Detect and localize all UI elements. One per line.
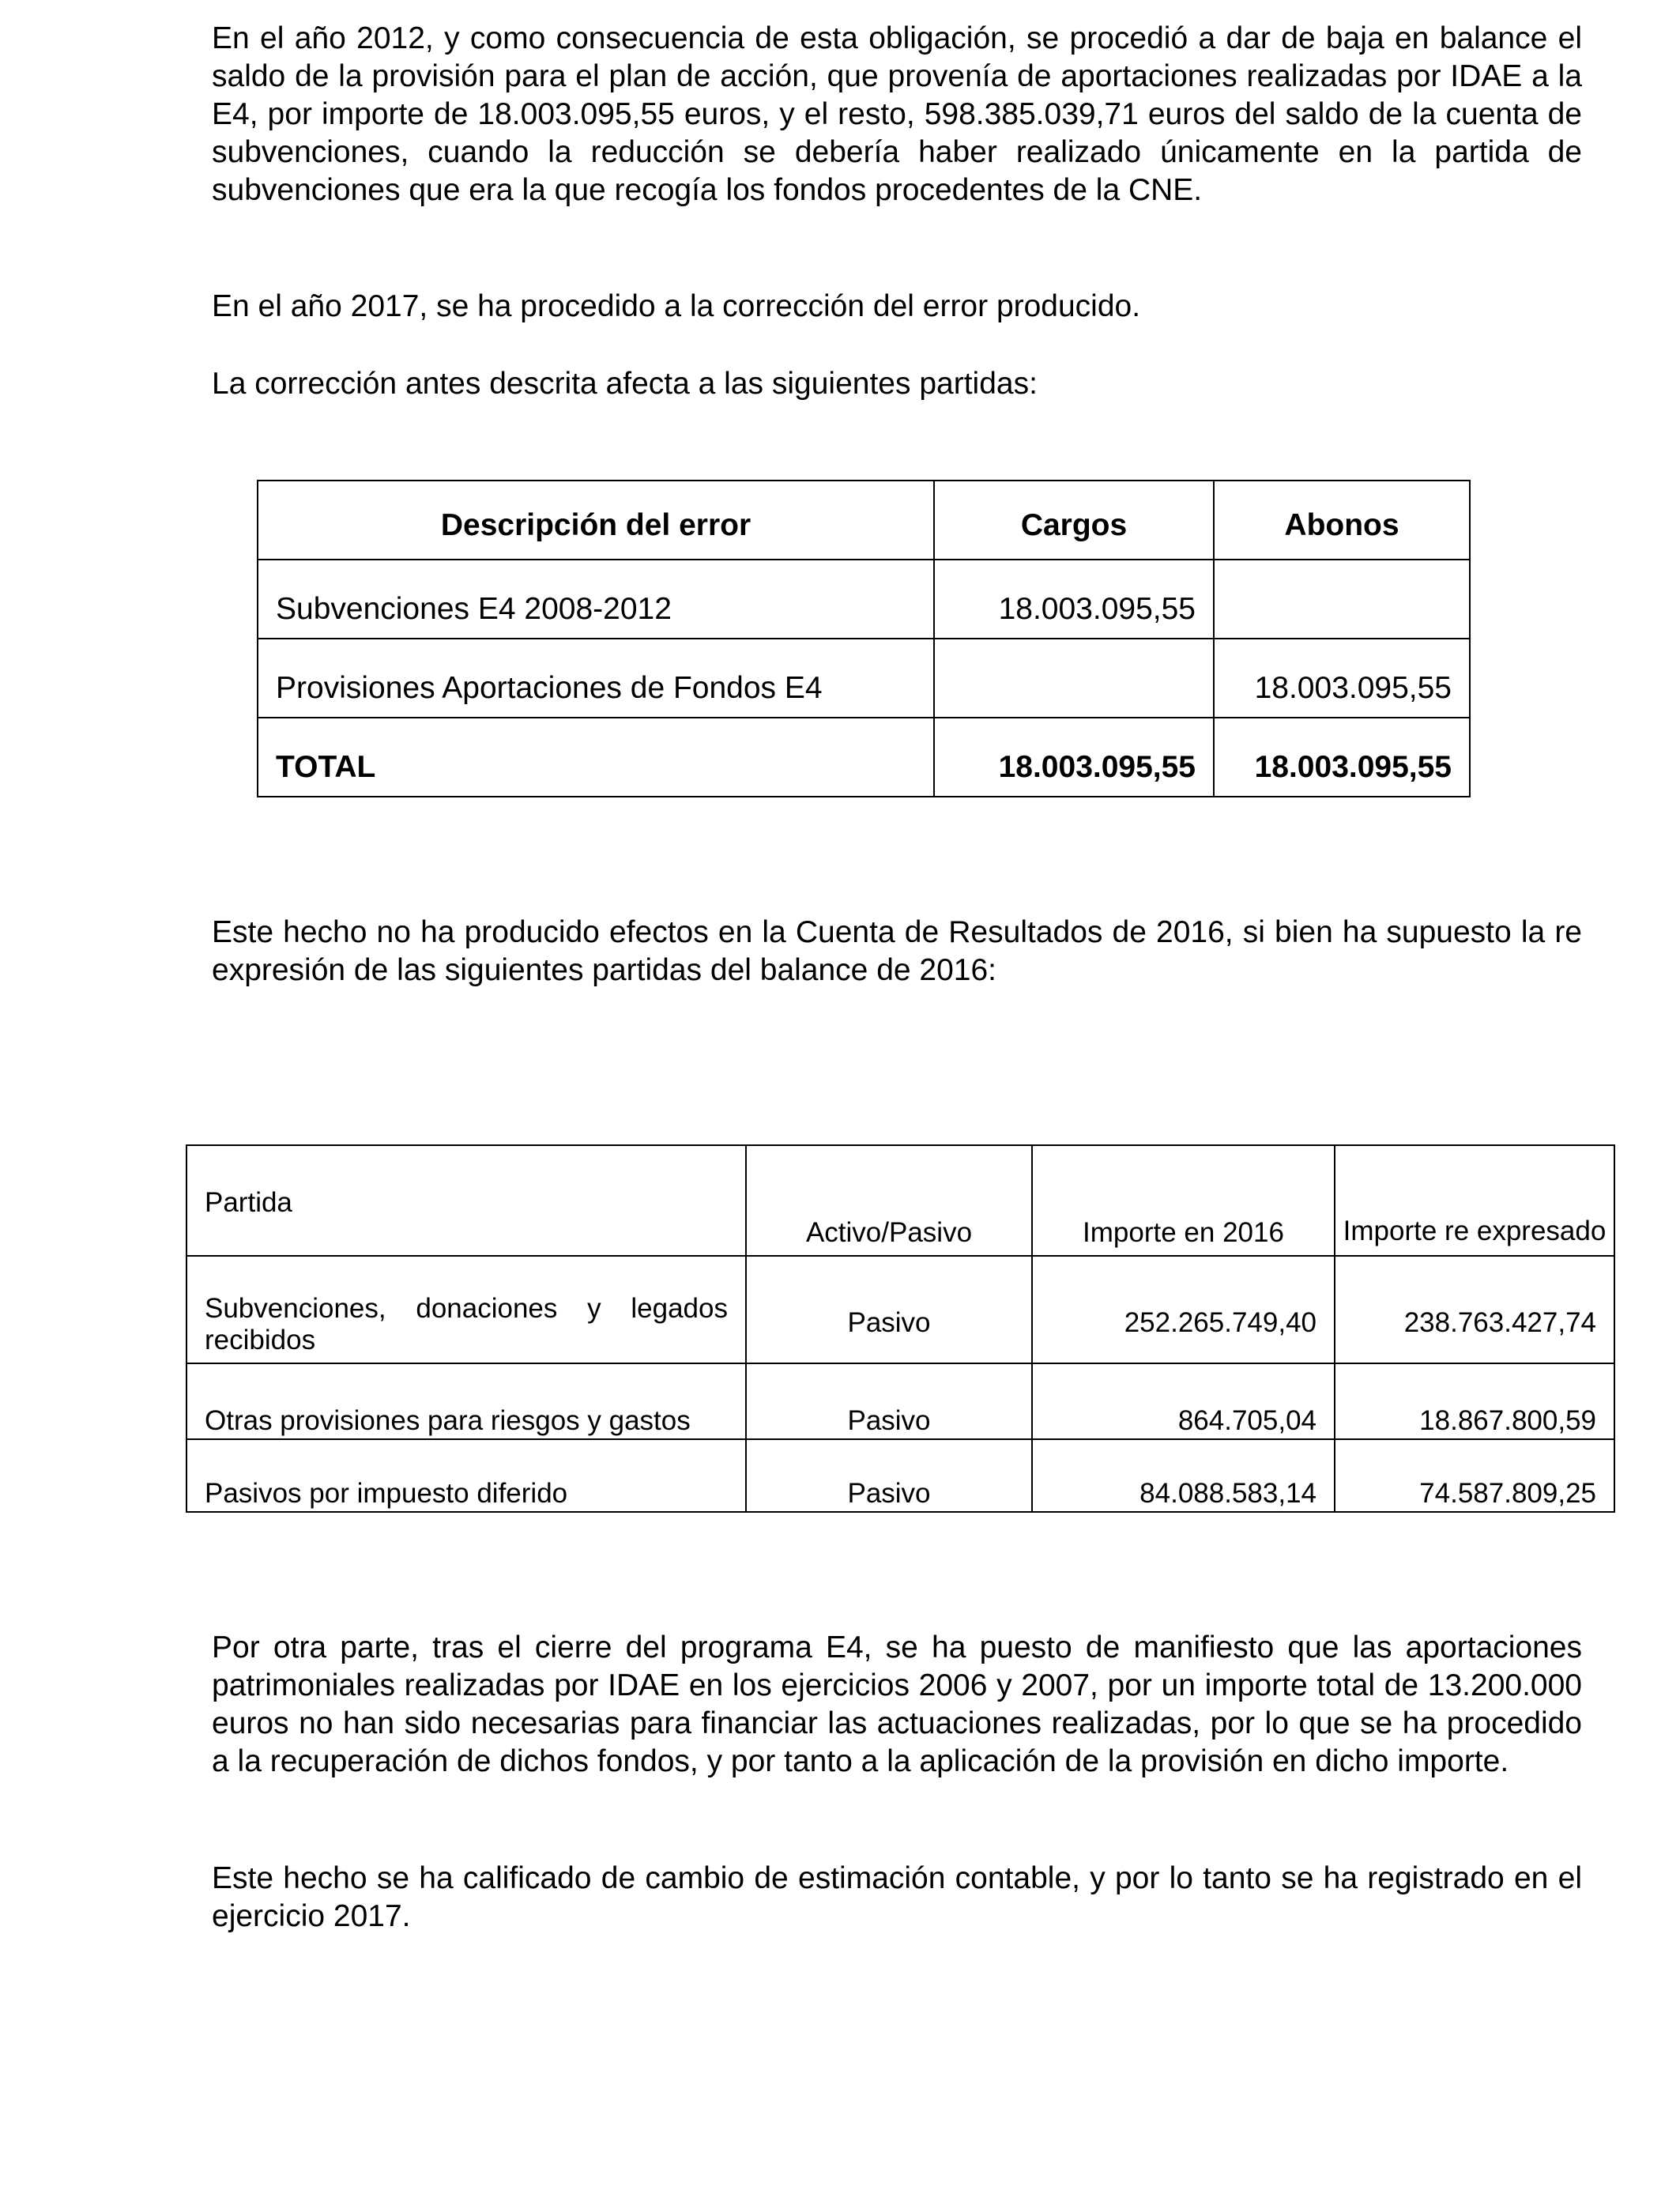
header-descripcion: Descripción del error [258, 481, 934, 560]
table-row [186, 1256, 1614, 1363]
paragraph-error-2012: En el año 2012, y como consecuencia de esta obligación, se procedió a dar de baja en balance el saldo de la provisión para el plan de acción, que provenía de aportaciones realizadas por IDAE a la E4, por importe de 18.003.095,55 euros, y el resto, 598.385.039,71 euros del saldo de la cuenta de subvenciones, cuando la reducción se debería haber realizado únicamente en la partida de subvenciones que era la que recogía los fondos procedentes de la CNE. [212, 21, 1582, 207]
cell-tipo: Pasivo [746, 1439, 1032, 1512]
cell-importe-2016: 252.265.749,40 [1032, 1256, 1335, 1363]
cell-total-abonos: 18.003.095,55 [1214, 718, 1470, 797]
table-row [186, 1363, 1614, 1439]
cell-tipo: Pasivo [746, 1363, 1032, 1439]
header-abonos: Abonos [1214, 481, 1470, 560]
header-activo-pasivo: Activo/Pasivo [746, 1145, 1032, 1256]
cell-desc: Provisiones Aportaciones de Fondos E4 [258, 639, 934, 718]
header-partida: Partida [186, 1145, 746, 1256]
cell-partida: Pasivos por impuesto diferido [186, 1439, 746, 1512]
total-row [258, 718, 1470, 797]
cell-cargos [934, 639, 1214, 718]
cell-importe-reexpresado: 238.763.427,74 [1335, 1256, 1614, 1363]
header-importe-reexpresado: Importe re expresado [1335, 1145, 1614, 1256]
correction-table [257, 480, 1471, 797]
cell-total-cargos: 18.003.095,55 [934, 718, 1214, 797]
cell-importe-reexpresado: 74.587.809,25 [1335, 1439, 1614, 1512]
cell-importe-2016: 84.088.583,14 [1032, 1439, 1335, 1512]
cell-importe-2016: 864.705,04 [1032, 1363, 1335, 1439]
paragraph-affected-items: La corrección antes descrita afecta a las siguientes partidas: [212, 367, 1038, 401]
table-row [258, 639, 1470, 718]
cell-partida: Otras provisiones para riesgos y gastos [186, 1363, 746, 1439]
paragraph-estimate-change: Este hecho se ha calificado de cambio de estimación contable, y por lo tanto se ha registrado en el ejercicio 2017. [212, 1861, 1582, 1933]
cell-total-label: TOTAL [258, 718, 934, 797]
paragraph-e4-recovery: Por otra parte, tras el cierre del programa E4, se ha puesto de manifiesto que las aportaciones patrimoniales realizadas por IDAE en los ejercicios 2006 y 2007, por un importe total de 13.200.000 euros no han sido necesarias para financiar las actuaciones realizadas, por lo que se ha procedido a la recuperación de dichos fondos, y por tanto a la aplicación de la provisión en dicho importe. [212, 1630, 1582, 1778]
cell-tipo: Pasivo [746, 1256, 1032, 1363]
table-row [258, 560, 1470, 639]
header-cargos: Cargos [934, 481, 1214, 560]
table-row [186, 1439, 1614, 1512]
restatement-table [186, 1144, 1615, 1513]
cell-abonos [1214, 560, 1470, 639]
paragraph-restatement: Este hecho no ha producido efectos en la Cuenta de Resultados de 2016, si bien ha supuesto la re expresión de las siguientes partidas del balance de 2016: [212, 915, 1582, 987]
cell-importe-reexpresado: 18.867.800,59 [1335, 1363, 1614, 1439]
header-importe-2016: Importe en 2016 [1032, 1145, 1335, 1256]
cell-abonos: 18.003.095,55 [1214, 639, 1470, 718]
cell-desc: Subvenciones E4 2008-2012 [258, 560, 934, 639]
paragraph-correction-2017: En el año 2017, se ha procedido a la corrección del error producido. [212, 289, 1141, 323]
cell-cargos: 18.003.095,55 [934, 560, 1214, 639]
cell-partida: Subvenciones, donaciones y legados recibidos [186, 1256, 746, 1363]
